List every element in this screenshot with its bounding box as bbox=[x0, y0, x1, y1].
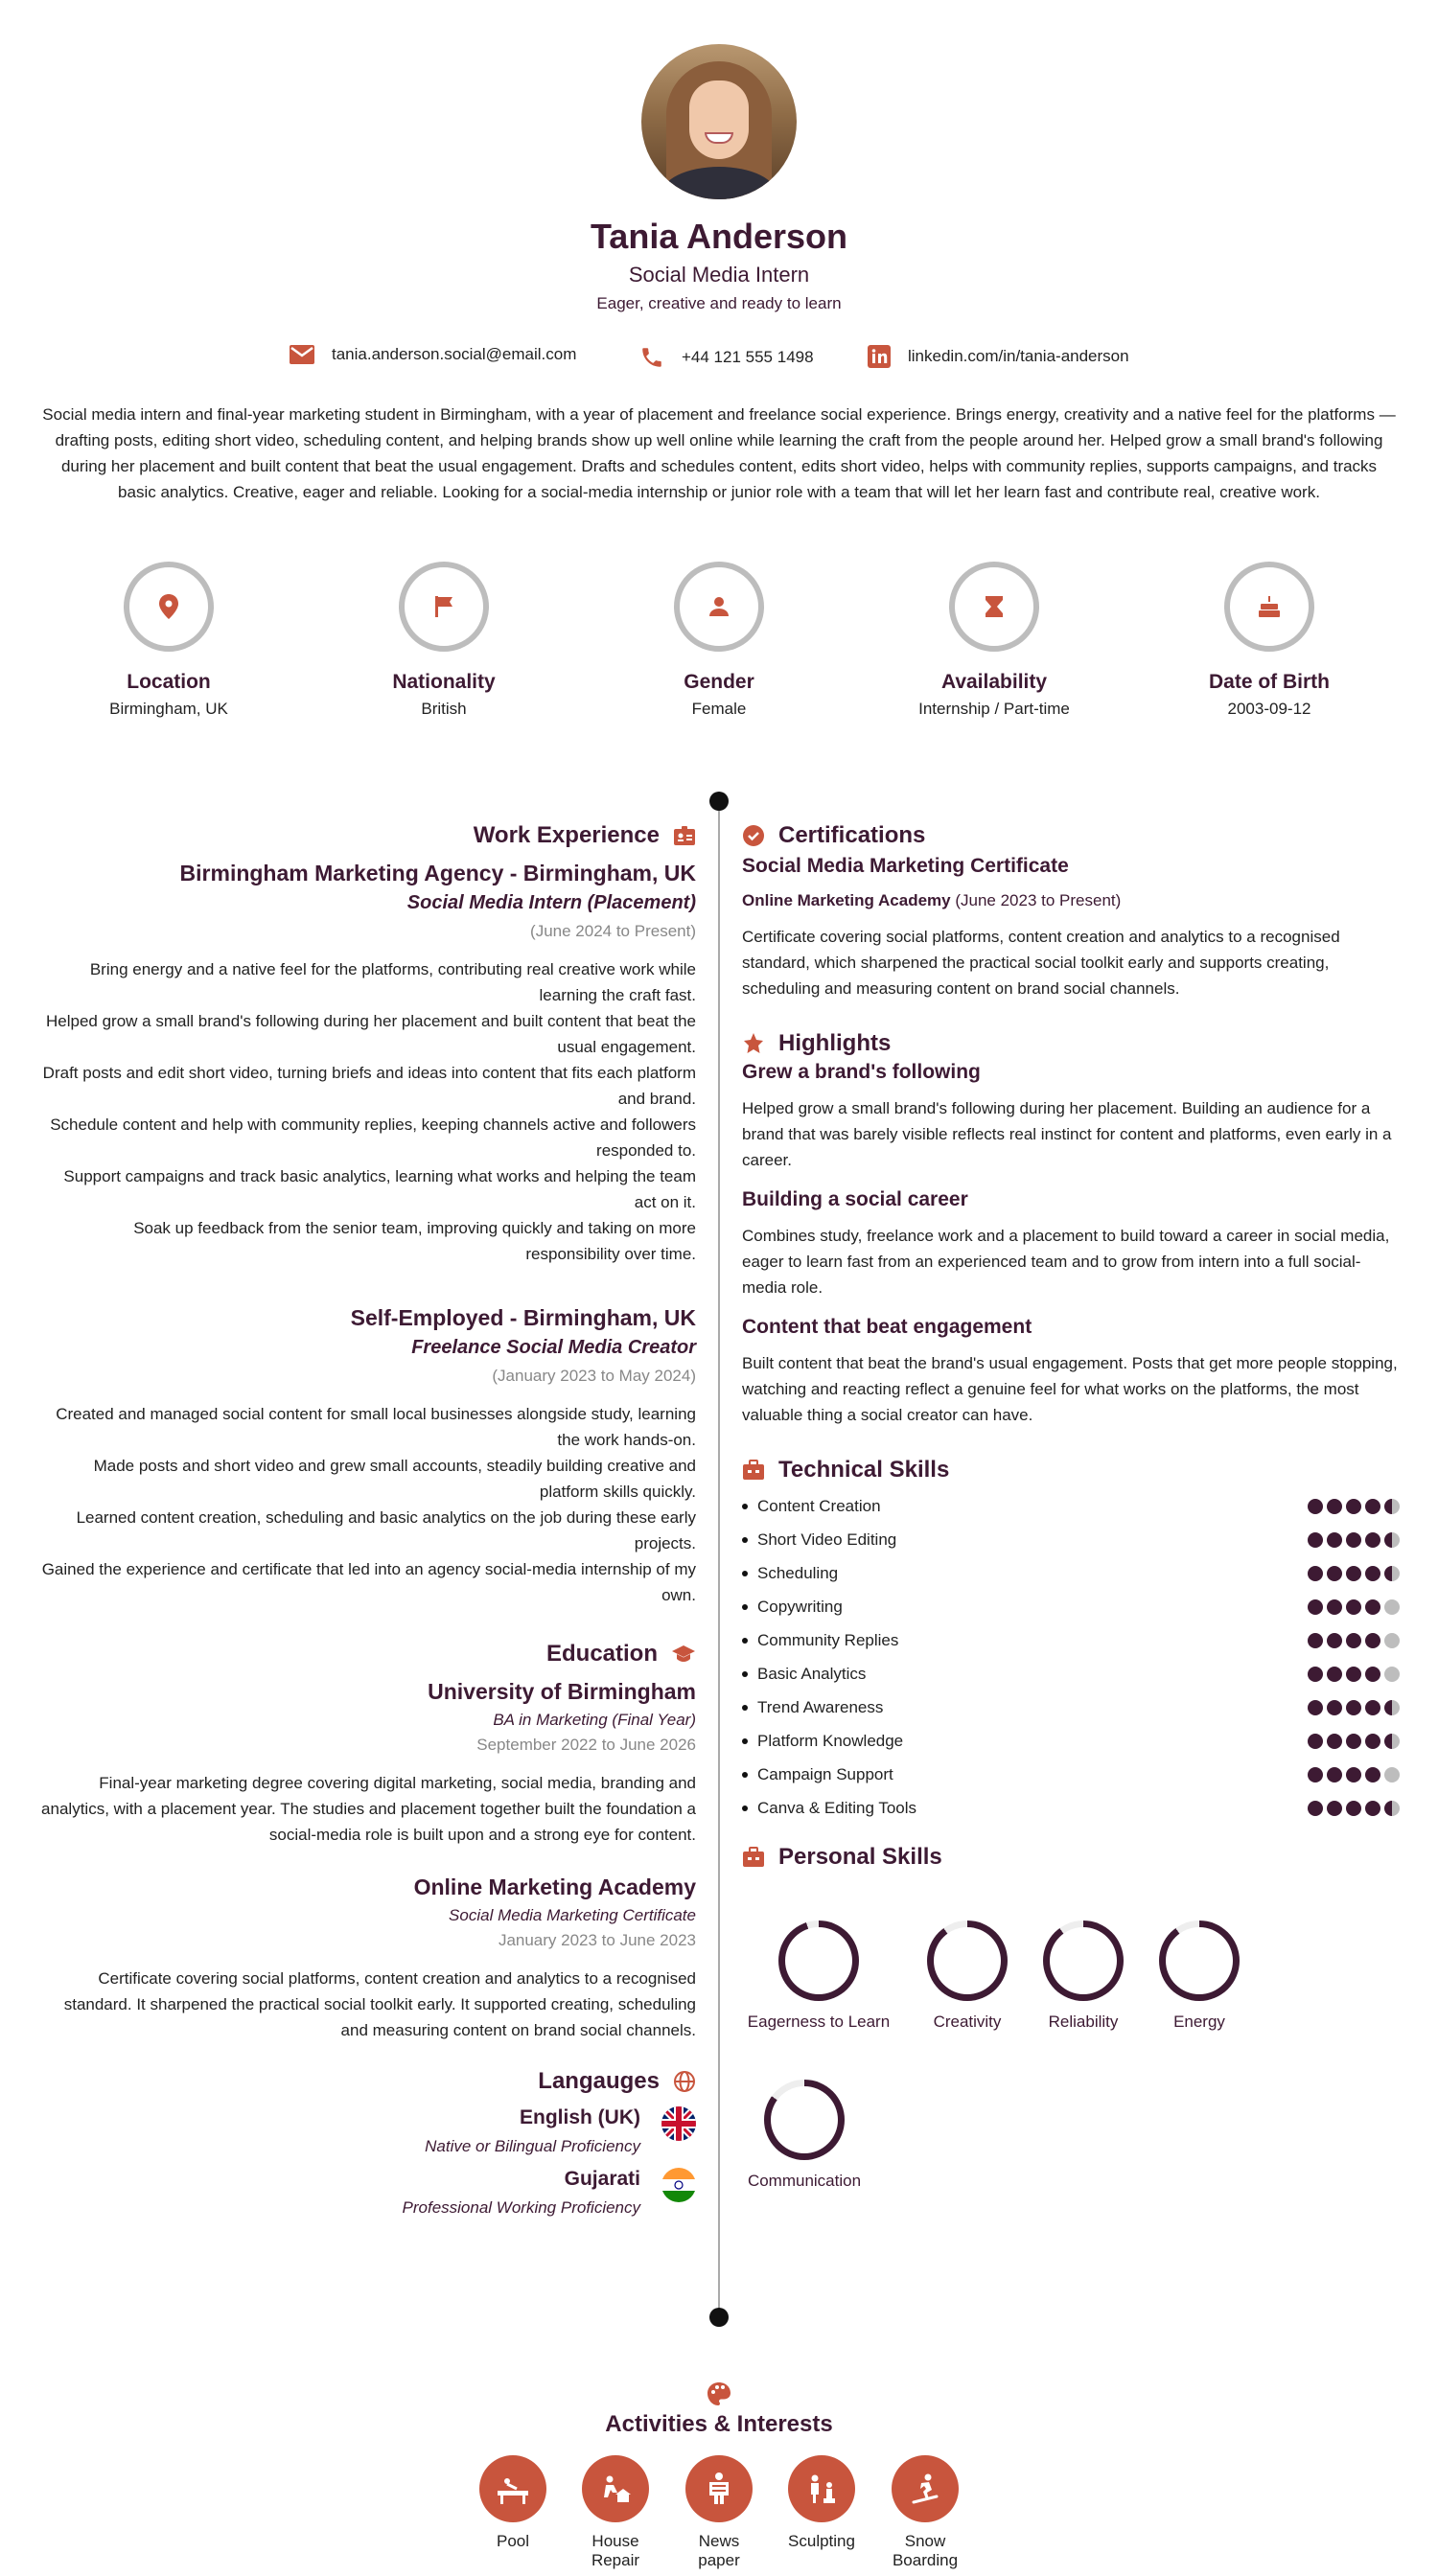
rating-dot bbox=[1384, 1532, 1400, 1548]
degree: Social Media Marketing Certificate bbox=[449, 1906, 696, 1924]
fact-date-of-birth bbox=[1154, 562, 1384, 719]
highlight-title: Building a social career bbox=[742, 1188, 968, 1210]
email-contact[interactable] bbox=[290, 345, 576, 364]
activity-item bbox=[778, 2455, 865, 2551]
education-entry bbox=[38, 1679, 696, 1848]
skill-rating-dots bbox=[1308, 1767, 1400, 1782]
personal-skill-label: Creativity bbox=[933, 2012, 1002, 2031]
rating-dot bbox=[1365, 1734, 1380, 1749]
technical-skill-row bbox=[742, 1489, 1400, 1523]
phone-contact[interactable] bbox=[639, 345, 814, 370]
person-icon bbox=[708, 596, 730, 617]
highlight-text: Helped grow a small brand's following during her placement. Building an audience for a brand that was barely visible reflects real instinct for content and platforms, even early in a career. bbox=[742, 1099, 1392, 1169]
email-text: tania.anderson.social@email.com bbox=[332, 345, 577, 363]
rating-dot bbox=[1384, 1700, 1400, 1715]
job-bullet: Helped grow a small brand's following during her placement and built content that beat the usual engagement. bbox=[46, 1012, 696, 1056]
skill-rating-dots bbox=[1308, 1700, 1400, 1715]
rating-dot bbox=[1346, 1532, 1361, 1548]
school-name: University of Birmingham bbox=[428, 1679, 696, 1704]
technical-skill-name: Copywriting bbox=[757, 1597, 843, 1616]
rating-dot bbox=[1308, 1532, 1323, 1548]
job-entry bbox=[38, 1305, 696, 1608]
skill-rating-dots bbox=[1308, 1499, 1400, 1514]
activity-item bbox=[676, 2455, 762, 2570]
rating-dot bbox=[1327, 1767, 1342, 1782]
technical-skill-name: Canva & Editing Tools bbox=[757, 1798, 917, 1817]
rating-dot bbox=[1308, 1667, 1323, 1682]
right-column bbox=[742, 822, 1400, 1871]
job-bullet: Schedule content and help with community replies, keeping channels active and followers responded to. bbox=[50, 1116, 696, 1160]
globe-icon bbox=[673, 2070, 696, 2093]
bullet bbox=[742, 1604, 748, 1610]
technical-skill-name: Content Creation bbox=[757, 1496, 881, 1515]
rating-dot bbox=[1365, 1700, 1380, 1715]
bullet bbox=[742, 1738, 748, 1744]
rating-dot bbox=[1308, 1566, 1323, 1581]
rating-dot bbox=[1327, 1499, 1342, 1514]
activity-label: Snow Boarding bbox=[892, 2532, 959, 2569]
fact-gender bbox=[604, 562, 834, 719]
pool-icon bbox=[494, 2470, 532, 2508]
activity-label: News paper bbox=[698, 2532, 740, 2569]
fact-value: Birmingham, UK bbox=[109, 700, 228, 718]
fact-label: Gender bbox=[684, 671, 754, 693]
skill-rating-dots bbox=[1308, 1801, 1400, 1816]
rating-dot bbox=[1384, 1667, 1400, 1682]
job-bullet: Created and managed social content for small local businesses alongside study, learning the work hands-on. bbox=[56, 1405, 696, 1449]
palette-icon bbox=[706, 2380, 732, 2407]
language-level: Professional Working Proficiency bbox=[402, 2198, 640, 2217]
technical-skill-name: Community Replies bbox=[757, 1630, 899, 1649]
phone-icon bbox=[639, 345, 664, 370]
rating-dot bbox=[1384, 1599, 1400, 1615]
technical-skill-row bbox=[742, 1724, 1400, 1758]
toolbox-icon bbox=[742, 1846, 765, 1869]
skill-ring bbox=[927, 1920, 1008, 2001]
personal-skill bbox=[1026, 1920, 1141, 2032]
personal-skill-label: Eagerness to Learn bbox=[747, 2012, 891, 2031]
rating-dot bbox=[1346, 1734, 1361, 1749]
fact-label: Availability bbox=[940, 671, 1048, 693]
highlight-text: Combines study, freelance work and a placement to build toward a career in social media, eager to learn fast from an experienced team and to grow from intern into a full social-media role. bbox=[742, 1227, 1390, 1297]
job-bullet: Learned content creation, scheduling and basic analytics on the job during these early projects. bbox=[76, 1508, 696, 1552]
rating-dot bbox=[1384, 1566, 1400, 1581]
skill-rating-dots bbox=[1308, 1599, 1400, 1615]
rating-dot bbox=[1365, 1599, 1380, 1615]
skill-ring bbox=[764, 2080, 845, 2160]
rating-dot bbox=[1346, 1633, 1361, 1648]
rating-dot bbox=[1327, 1633, 1342, 1648]
certificate-text: Certificate covering social platforms, content creation and analytics to a recognised standard, which sharpened the practical social toolkit early and supports creating, scheduling and measuring content on brand social channels. bbox=[742, 928, 1340, 998]
job-bullet: Draft posts and edit short video, turning briefs and ideas into content that fits each platform and brand. bbox=[42, 1064, 696, 1108]
bullet bbox=[742, 1772, 748, 1778]
skill-rating-dots bbox=[1308, 1734, 1400, 1749]
rating-dot bbox=[1365, 1566, 1380, 1581]
section-title: Personal Skills bbox=[778, 1844, 942, 1870]
bullet bbox=[742, 1504, 748, 1509]
fact-availability bbox=[879, 562, 1109, 719]
job-dates: (June 2024 to Present) bbox=[530, 922, 696, 940]
star-badge-icon bbox=[742, 1032, 765, 1055]
personal-skill bbox=[1142, 1920, 1257, 2032]
rating-dot bbox=[1346, 1599, 1361, 1615]
technical-skill-list bbox=[742, 1489, 1400, 1825]
rating-dot bbox=[1308, 1499, 1323, 1514]
highlight-title: Content that beat engagement bbox=[742, 1316, 1032, 1338]
personal-skill-label: Reliability bbox=[1048, 2012, 1119, 2031]
personal-skills-heading bbox=[742, 1844, 1400, 1871]
fact-label: Location bbox=[127, 671, 211, 693]
skill-ring bbox=[1159, 1920, 1240, 2001]
rating-dot bbox=[1384, 1801, 1400, 1816]
job-bullet: Bring energy and a native feel for the platforms, contributing real creative work while learning the craft fast. bbox=[89, 960, 696, 1004]
education-dates: January 2023 to June 2023 bbox=[498, 1931, 696, 1949]
education-text: Certificate covering social platforms, content creation and analytics to a recognised standard. It sharpened the practical social toolkit early. It supported creating, scheduling and measuring content on brand social channels. bbox=[63, 1969, 696, 2039]
job-bullets bbox=[38, 956, 696, 1267]
job-company: Self-Employed - Birmingham, UK bbox=[350, 1305, 696, 1330]
rating-dot bbox=[1346, 1566, 1361, 1581]
highlight-text: Built content that beat the brand's usual engagement. Posts that get more people stopping, watching and reacting reflect a genuine feel for what works on the platforms, the most valuable thing a social creator can have. bbox=[742, 1354, 1398, 1424]
activity-item bbox=[470, 2455, 556, 2551]
rating-dot bbox=[1308, 1599, 1323, 1615]
bullet bbox=[742, 1638, 748, 1644]
technical-skill-row bbox=[742, 1523, 1400, 1556]
section-title: Education bbox=[545, 1641, 658, 1667]
fact-value: British bbox=[421, 700, 467, 718]
activity-label: House Repair bbox=[591, 2532, 640, 2569]
personal-skill bbox=[910, 1920, 1025, 2032]
rating-dot bbox=[1346, 1499, 1361, 1514]
job-bullets bbox=[38, 1401, 696, 1608]
activity-item bbox=[882, 2455, 968, 2570]
bullet bbox=[742, 1806, 748, 1811]
newspaper-icon bbox=[700, 2470, 738, 2508]
skill-rating-dots bbox=[1308, 1532, 1400, 1548]
section-title: Technical Skills bbox=[778, 1457, 950, 1483]
work-experience-heading bbox=[38, 822, 696, 849]
timeline-dot-bottom bbox=[709, 2308, 729, 2327]
linkedin-text: linkedin.com/in/tania-anderson bbox=[908, 347, 1129, 365]
technical-skill-name: Platform Knowledge bbox=[757, 1731, 904, 1750]
job-bullet: Soak up feedback from the senior team, improving quickly and taking on more responsibility over time. bbox=[133, 1219, 696, 1263]
activity-label: Sculpting bbox=[788, 2532, 855, 2550]
highlights-heading bbox=[742, 1030, 1400, 1057]
rating-dot bbox=[1384, 1734, 1400, 1749]
technical-skill-row bbox=[742, 1623, 1400, 1657]
avatar bbox=[641, 44, 797, 199]
timeline-dot-top bbox=[709, 792, 729, 811]
education-dates: September 2022 to June 2026 bbox=[476, 1736, 696, 1754]
rating-dot bbox=[1365, 1801, 1380, 1816]
education-text: Final-year marketing degree covering digital marketing, social media, branding and analytics, with a placement year. The studies and placement together built the foundation a social-media role is built upon and a strong eye for content. bbox=[41, 1774, 696, 1844]
languages-heading bbox=[38, 2068, 696, 2095]
job-company: Birmingham Marketing Agency - Birmingham, UK bbox=[179, 861, 696, 886]
id-badge-icon bbox=[673, 824, 696, 847]
fact-nationality bbox=[329, 562, 559, 719]
rating-dot bbox=[1327, 1532, 1342, 1548]
india-flag-icon bbox=[661, 2168, 696, 2202]
fact-value: 2003-09-12 bbox=[1227, 700, 1311, 718]
language-name: Gujarati bbox=[564, 2168, 640, 2190]
degree: BA in Marketing (Final Year) bbox=[493, 1711, 696, 1729]
technical-skill-row bbox=[742, 1758, 1400, 1791]
job-title: Social Media Intern bbox=[628, 263, 810, 287]
rating-dot bbox=[1346, 1801, 1361, 1816]
skill-ring bbox=[778, 1920, 859, 2001]
job-role: Social Media Intern (Placement) bbox=[406, 892, 696, 913]
birthday-cake-icon bbox=[1258, 595, 1281, 618]
rating-dot bbox=[1384, 1499, 1400, 1514]
location-pin-icon bbox=[158, 594, 179, 619]
job-bullet: Gained the experience and certificate that led into an agency social-media internship of my own. bbox=[41, 1560, 696, 1604]
technical-skills-heading bbox=[742, 1457, 1400, 1484]
fact-location bbox=[54, 562, 284, 719]
rating-dot bbox=[1346, 1700, 1361, 1715]
rating-dot bbox=[1365, 1532, 1380, 1548]
rating-dot bbox=[1346, 1667, 1361, 1682]
certificate-dates: (June 2023 to Present) bbox=[955, 891, 1122, 909]
job-dates: (January 2023 to May 2024) bbox=[492, 1367, 696, 1385]
personal-skill-label: Energy bbox=[1173, 2012, 1225, 2031]
language-name: English (UK) bbox=[520, 2106, 640, 2128]
rating-dot bbox=[1365, 1667, 1380, 1682]
education-heading bbox=[38, 1641, 696, 1668]
rating-dot bbox=[1308, 1801, 1323, 1816]
education-entry bbox=[38, 1874, 696, 2043]
skill-rating-dots bbox=[1308, 1633, 1400, 1648]
rating-dot bbox=[1327, 1801, 1342, 1816]
language-item bbox=[38, 2168, 696, 2218]
phone-text: +44 121 555 1498 bbox=[682, 348, 814, 366]
job-role: Freelance Social Media Creator bbox=[411, 1337, 696, 1358]
activity-item bbox=[572, 2455, 659, 2570]
rating-dot bbox=[1365, 1499, 1380, 1514]
section-title: Work Experience bbox=[473, 822, 660, 848]
technical-skill-row bbox=[742, 1791, 1400, 1825]
sculpting-icon bbox=[802, 2470, 841, 2508]
rating-dot bbox=[1308, 1734, 1323, 1749]
toolbox-icon bbox=[742, 1459, 765, 1482]
rating-dot bbox=[1346, 1767, 1361, 1782]
flag-icon bbox=[433, 595, 454, 618]
school-name: Online Marketing Academy bbox=[413, 1874, 696, 1899]
language-item bbox=[38, 2106, 696, 2156]
skill-rating-dots bbox=[1308, 1566, 1400, 1581]
technical-skill-name: Scheduling bbox=[757, 1563, 839, 1582]
highlight-title: Grew a brand's following bbox=[742, 1061, 981, 1083]
section-title: Langauges bbox=[538, 2068, 660, 2094]
technical-skill-row bbox=[742, 1690, 1400, 1724]
certificate-issuer-line bbox=[742, 891, 1400, 910]
job-entry bbox=[38, 861, 696, 1267]
personal-skill bbox=[742, 1920, 895, 2032]
left-column bbox=[38, 822, 696, 2218]
certificate-name: Social Media Marketing Certificate bbox=[742, 855, 1069, 877]
graduation-cap-icon bbox=[671, 1644, 696, 1665]
hourglass-icon bbox=[985, 595, 1004, 618]
technical-skill-name: Campaign Support bbox=[757, 1764, 893, 1783]
fact-label: Nationality bbox=[392, 671, 496, 693]
personal-skill bbox=[732, 2080, 876, 2191]
personal-skill-label: Communication bbox=[747, 2172, 862, 2190]
bullet bbox=[742, 1671, 748, 1677]
activity-label: Pool bbox=[496, 2532, 530, 2550]
rating-dot bbox=[1327, 1599, 1342, 1615]
section-title: Highlights bbox=[778, 1030, 892, 1056]
candidate-name: Tania Anderson bbox=[590, 217, 848, 256]
rating-dot bbox=[1327, 1667, 1342, 1682]
technical-skill-row bbox=[742, 1657, 1400, 1690]
email-icon bbox=[290, 345, 314, 364]
rating-dot bbox=[1327, 1734, 1342, 1749]
technical-skill-name: Trend Awareness bbox=[757, 1697, 884, 1716]
house-repair-icon bbox=[596, 2470, 635, 2508]
rating-dot bbox=[1384, 1633, 1400, 1648]
fact-value: Female bbox=[691, 700, 747, 718]
job-bullet: Support campaigns and track basic analytics, learning what works and helping the team act on it. bbox=[63, 1167, 696, 1211]
skill-ring bbox=[1043, 1920, 1124, 2001]
rating-dot bbox=[1365, 1633, 1380, 1648]
timeline-divider bbox=[718, 801, 720, 2317]
certifications-heading bbox=[742, 822, 1400, 849]
linkedin-icon bbox=[868, 345, 891, 368]
bullet bbox=[742, 1571, 748, 1576]
technical-skill-row bbox=[742, 1590, 1400, 1623]
linkedin-contact[interactable] bbox=[868, 345, 1129, 368]
rating-dot bbox=[1308, 1767, 1323, 1782]
rating-dot bbox=[1308, 1700, 1323, 1715]
rating-dot bbox=[1308, 1633, 1323, 1648]
rating-dot bbox=[1365, 1767, 1380, 1782]
certificate-badge-icon bbox=[742, 824, 765, 847]
profile-summary: Social media intern and final-year marketing student in Birmingham, with a year of placement and freelance social experience. Brings energy, creativity and a native feel for the platforms — drafting posts, editing short video, scheduling content, and helping brands show up well online while learning the craft from the people around her. Helped grow a small brand's following during her placement and built content that beat the usual engagement. Drafts and schedules content, edits short video, helps with community replies, supports campaigns, and tracks basic analytics. Creative, eager and reliable. Looking for a social-media internship or junior role with a team that will let her learn fast and contribute real, creative work. bbox=[42, 405, 1396, 501]
section-title: Certifications bbox=[778, 822, 926, 848]
technical-skill-name: Short Video Editing bbox=[757, 1530, 897, 1549]
job-bullet: Made posts and short video and grew small accounts, steadily building creative and platform skills quickly. bbox=[93, 1457, 696, 1501]
tagline: Eager, creative and ready to learn bbox=[596, 294, 842, 312]
uk-flag-icon bbox=[661, 2106, 696, 2141]
activities-heading: Activities & Interests bbox=[605, 2411, 833, 2437]
skill-rating-dots bbox=[1308, 1667, 1400, 1682]
fact-value: Internship / Part-time bbox=[918, 700, 1070, 718]
bullet bbox=[742, 1705, 748, 1711]
certificate-issuer: Online Marketing Academy bbox=[742, 891, 951, 909]
bullet bbox=[742, 1537, 748, 1543]
language-level: Native or Bilingual Proficiency bbox=[425, 2137, 640, 2155]
technical-skill-row bbox=[742, 1556, 1400, 1590]
rating-dot bbox=[1384, 1767, 1400, 1782]
snowboarding-icon bbox=[906, 2470, 944, 2508]
rating-dot bbox=[1327, 1566, 1342, 1581]
technical-skill-name: Basic Analytics bbox=[757, 1664, 867, 1683]
fact-label: Date of Birth bbox=[1209, 671, 1330, 693]
rating-dot bbox=[1327, 1700, 1342, 1715]
